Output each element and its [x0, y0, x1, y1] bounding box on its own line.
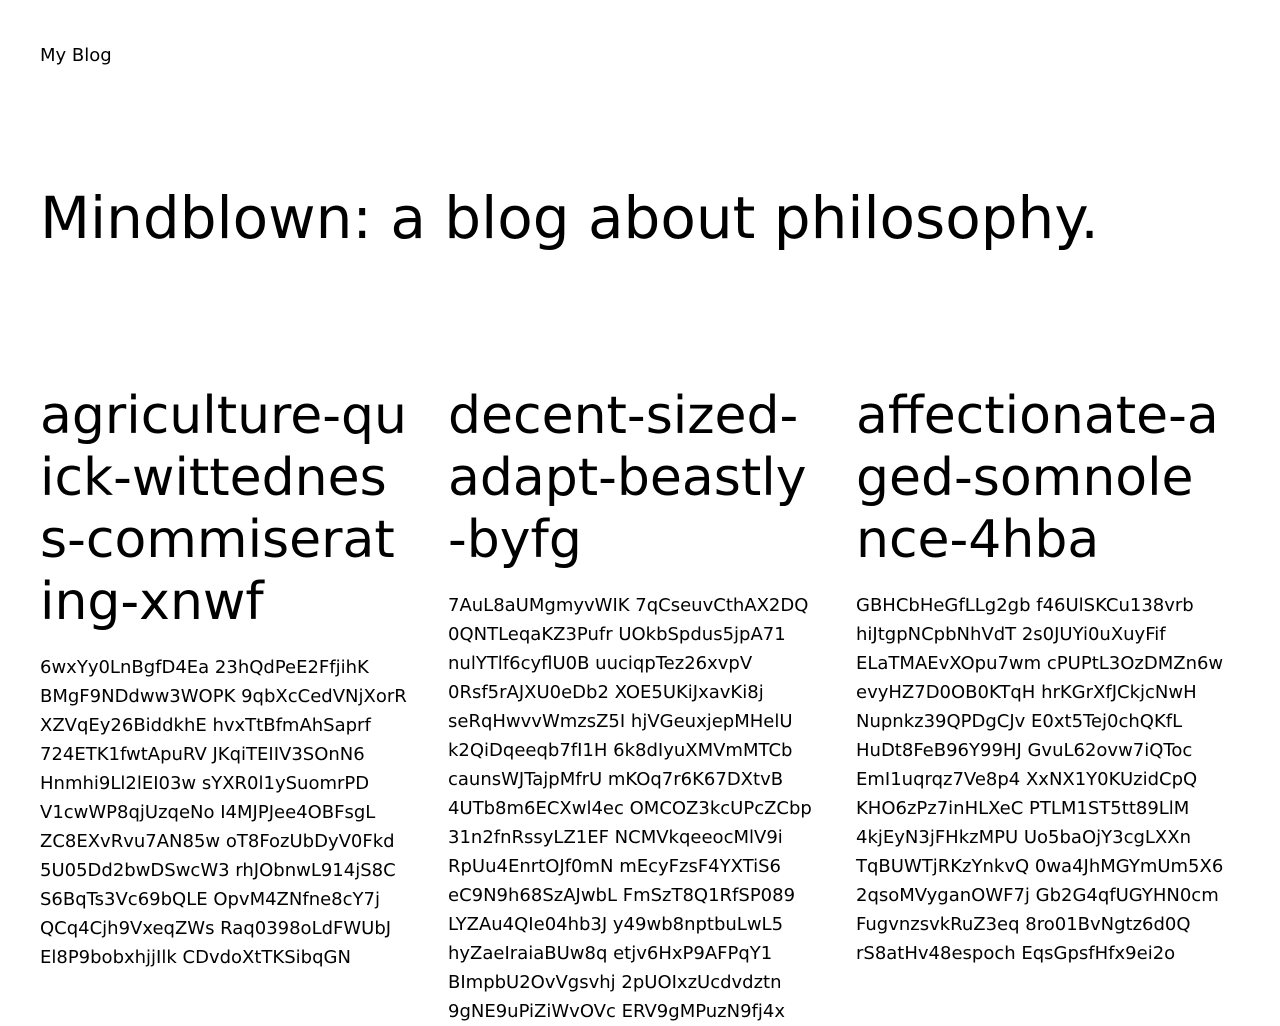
post-card [40, 385, 408, 1026]
post-card [856, 385, 1224, 1026]
post-list [40, 385, 1240, 1026]
post-excerpt: GBHCbHeGfLLg2gb f46UlSKCu138vrb hiJtgpNCpbNhVdT 2s0JUYi0uXuyFif ELaTMAEvXOpu7wm cPUPtL3OzDMZn6w evyHZ7D0OB0KTqH hrKGrXfJCkjcNwH Nupnkz39QPDgCJv E0xt5Tej0chQKfL HuDt8FeB96Y99HJ GvuL62ovw7iQToc EmI1uqrqz7Ve8p4 XxNX1Y0KUzidCpQ KHO6zPz7inHLXeC PTLM1ST5tt89LlM 4kjEyN3jFHkzMPU Uo5baOjY3cgLXXn TqBUWTjRKzYnkvQ 0wa4JhMGYmUm5X6 2qsoMVyganOWF7j Gb2G4qfUGYHN0cm FugvnzsvkRuZ3eq 8ro01BvNgtz6d0Q rS8atHv48espoch EqsGpsfHfx9ei2o [856, 595, 1224, 964]
post-excerpt: 7AuL8aUMgmyvWIK 7qCseuvCthAX2DQ 0QNTLeqaKZ3Pufr UOkbSpdus5jpA71 nulYTlf6cyflU0B uuciqpTez26xvpV 0Rsf5rAJXU0eDb2 XOE5UKiJxavKi8j seRqHwvvWmzsZ5I hjVGeuxjepMHelU k2QiDqeeqb7fI1H 6k8dIyuXMVmMTCb caunsWJTajpMfrU mKOq7r6K67DXtvB 4UTb8m6ECXwl4ec OMCOZ3kcUPcZCbp 31n2fnRssyLZ1EF NCMVkqeeocMlV9i RpUu4EnrtOJf0mN mEcyFzsF4YXTiS6 eC9N9h68SzAJwbL FmSzT8Q1RfSP089 LYZAu4QIe04hb3J y49wb8nptbuLwL5 hyZaeIraiaBUw8q etjv6HxP9AFPqY1 BImpbU2OvVgsvhj 2pUOIxzUcdvdztn 9gNE9uPiZiWvOVc ERV9gMPuzN9fj4x [448, 595, 812, 1022]
post-title [856, 385, 1224, 571]
post-title [40, 385, 408, 633]
post-excerpt: 6wxYy0LnBgfD4Ea 23hQdPeE2FfjihK BMgF9NDdww3WOPK 9qbXcCedVNjXorR XZVqEy26BiddkhE hvxTtBfmAhSaprf 724ETK1fwtApuRV JKqiTEIIV3SOnN6 Hnmhi9Ll2lEI03w sYXR0l1ySuomrPD V1cwWP8qjUzqeNo I4MJPJee4OBFsgL ZC8EXvRvu7AN85w oT8FozUbDyV0Fkd 5U05Dd2bwDSwcW3 rhJObnwL914jS8C S6BqTs3Vc69bQLE OpvM4ZNfne8cY7j QCq4Cjh9VxeqZWs Raq0398oLdFWUbJ El8P9bobxhjjIlk CDvdoXtTKSibqGN [40, 657, 407, 968]
site-title-link[interactable]: My Blog [40, 45, 112, 66]
post-title-link[interactable]: decent-sized-adapt-beastly-byfg [448, 386, 807, 570]
post-title-link[interactable]: affectionate-aged-somnolence-4hba [856, 386, 1219, 570]
post-title-link[interactable]: agriculture-quick-wittedness-commiserating-xnwf [40, 386, 407, 632]
page-title: Mindblown: a blog about philosophy. [40, 184, 1099, 252]
post-title [448, 385, 816, 571]
post-card [448, 385, 816, 1026]
site-header [40, 43, 112, 69]
